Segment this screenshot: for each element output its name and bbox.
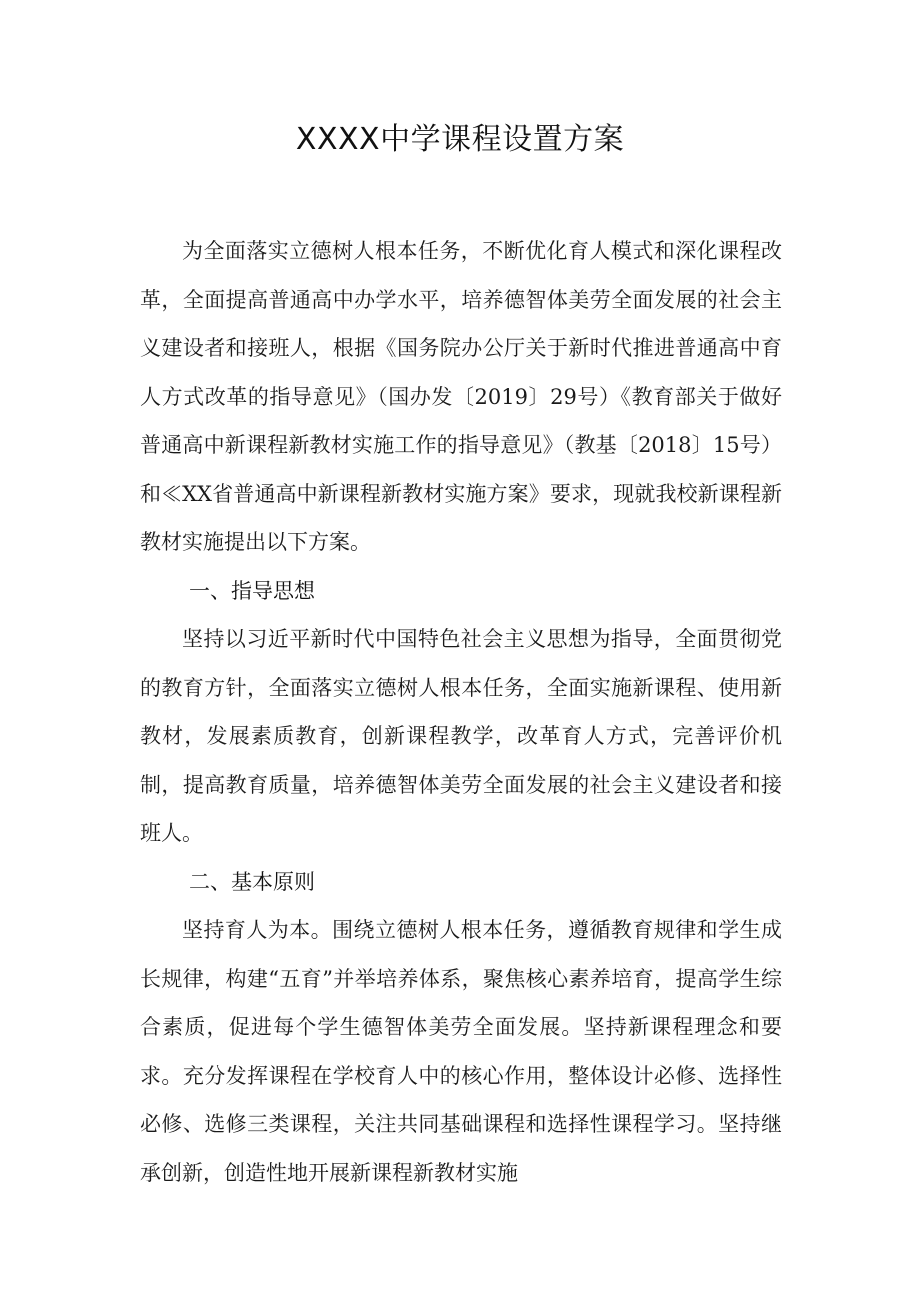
document-body — [140, 227, 782, 1197]
section-paragraph-guiding-ideology: 坚持以习近平新时代中国特色社会主义思想为指导，全面贯彻党的教育方针，全面落实立德树人根本任务，全面实施新课程、使用新教材，发展素质教育，创新课程教学，改革育人方式，完善评价机制，提高教育质量，培养德智体美劳全面发展的社会主义建设者和接班人。 — [140, 627, 782, 845]
document-title: XXXX中学课程设置方案 — [295, 122, 625, 157]
section-heading-basic-principles: 二、基本原则 — [189, 869, 315, 894]
section-heading-guiding-ideology: 一、指导思想 — [189, 578, 315, 603]
intro-paragraph: 为全面落实立德树人根本任务，不断优化育人模式和深化课程改革，全面提高普通高中办学水平，培养德智体美劳全面发展的社会主义建设者和接班人，根据《国务院办公厅关于新时代推进普通高中育人方式改革的指导意见》（国办发〔2019〕29号）《教育部关于做好普通高中新课程新教材实施工作的指导意见》（教基〔2018〕15号）和≪XX省普通高中新课程新教材实施方案》要求，现就我校新课程新教材实施提出以下方案。 — [140, 239, 782, 554]
section-paragraph-basic-principles: 坚持育人为本。围绕立德树人根本任务，遵循教育规律和学生成长规律，构建“五育”并举培养体系，聚焦核心素养培育，提高学生综合素质，促进每个学生德智体美劳全面发展。坚持新课程理念和要求。充分发挥课程在学校育人中的核心作用，整体设计必修、选择性必修、选修三类课程，关注共同基础课程和选择性课程学习。坚持继承创新，创造性地开展新课程新教材实施 — [140, 918, 782, 1185]
